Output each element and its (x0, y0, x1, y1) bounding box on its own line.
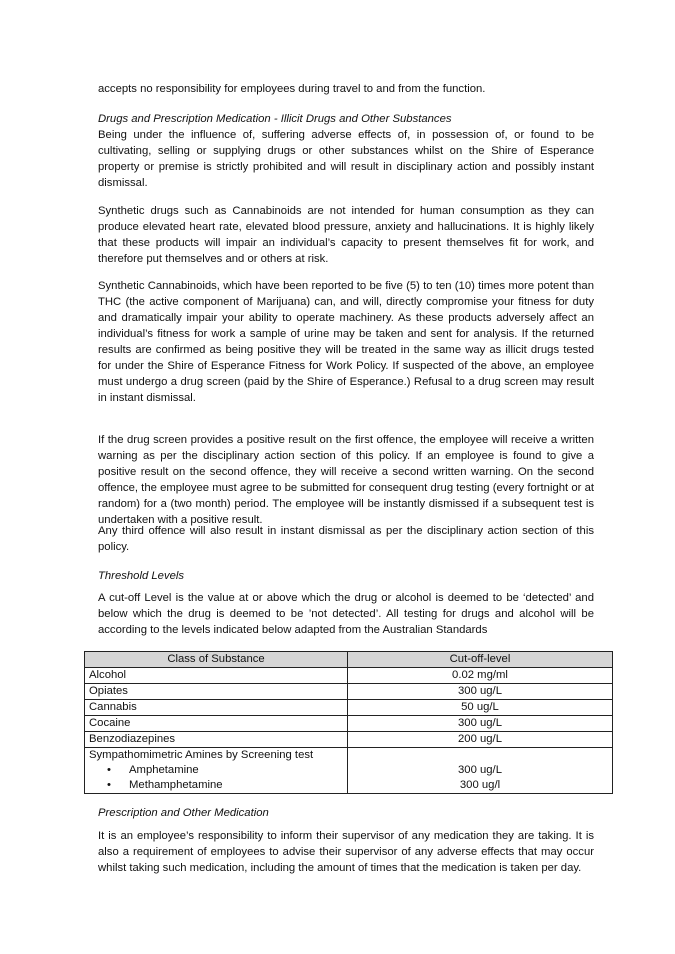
cutoff-value: 300 ug/L (458, 764, 502, 776)
sub-substance: Amphetamine (129, 764, 199, 776)
group-label: Sympathomimetric Amines by Screening test (89, 749, 314, 761)
rx-paragraph: It is an employee’s responsibility to inform their supervisor of any medication they are taking. It is also a requirement of employees to advise their supervisor of any adverse effects that may occur whilst taking such medication, including the amount of times that the medication is taken per day. (98, 830, 594, 874)
bullet-icon: • (107, 779, 111, 791)
table-header-row (85, 652, 613, 668)
sub-substance: Methamphetamine (129, 779, 223, 791)
table-row (85, 732, 613, 748)
drugs-paragraph-2: Synthetic drugs such as Cannabinoids are not intended for human consumption as they can produce elevated heart rate, elevated blood pressure, anxiety and hallucinations. It is highly likely that these products will impair an individual’s capacity to present themselves fit for work, and therefore put themselves and or others at risk. (98, 205, 594, 265)
table-row-group (85, 748, 613, 794)
list-item (89, 763, 343, 778)
substance-cell: Opiates (85, 684, 348, 700)
bullet-icon: • (107, 764, 111, 776)
list-item (89, 778, 343, 793)
intro-text: accepts no responsibility for employees during travel to and from the function. (98, 83, 486, 95)
column-header-cutoff: Cut-off-level (348, 652, 613, 668)
table-row (85, 716, 613, 732)
table-row (85, 700, 613, 716)
drugs-paragraph-4: If the drug screen provides a positive result on the first offence, the employee will receive a written warning as per the disciplinary action section of this policy. If an employee is found to give a positive result on the second offence, they will receive a second written warning. On the second offence, the employee must agree to be submitted for consequent drug testing (every fortnight or at random) for a (two month) period. The employee will be instantly dismissed if a subsequent test is undertaken with a positive result. (98, 434, 594, 526)
drugs-paragraph-5: Any third offence will also result in instant dismissal as per the disciplinary action section of this policy. (98, 525, 594, 553)
cutoff-group-cell (348, 748, 613, 794)
cutoff-levels-table (84, 651, 613, 794)
drugs-heading: Drugs and Prescription Medication - Illicit Drugs and Other Substances (98, 113, 452, 125)
drugs-paragraph-3: Synthetic Cannabinoids, which have been reported to be five (5) to ten (10) times more potent than THC (the active component of Marijuana) can, and will, directly compromise your fitness for duty and dramatically impair your ability to operate machinery. As these products adversely affect an individual’s fitness for work a sample of urine may be taken and sent for analysis. If the returned results are confirmed as being positive they will be treated in the same way as illicit drugs tested for under the Shire of Esperance Fitness for Work Policy. If suspected of the above, an employee must undergo a drug screen (paid by the Shire of Esperance.) Refusal to a drug screen may result in instant dismissal. (98, 280, 594, 404)
table-row (85, 684, 613, 700)
substance-cell: Alcohol (85, 668, 348, 684)
cutoff-cell: 300 ug/L (348, 716, 613, 732)
threshold-heading: Threshold Levels (98, 570, 185, 582)
table-row (85, 668, 613, 684)
cutoff-cell: 300 ug/L (348, 684, 613, 700)
substance-cell: Cannabis (85, 700, 348, 716)
substance-cell: Cocaine (85, 716, 348, 732)
threshold-paragraph: A cut-off Level is the value at or above which the drug or alcohol is deemed to be ‘detected’ and below which the drug is deemed to be ’not detected’. All testing for drugs and alcohol will be according to the levels indicated below adapted from the Australian Standards (98, 592, 594, 636)
cutoff-cell: 200 ug/L (348, 732, 613, 748)
column-header-substance: Class of Substance (85, 652, 348, 668)
rx-heading: Prescription and Other Medication (98, 807, 269, 819)
cutoff-value: 300 ug/l (459, 779, 501, 791)
cutoff-cell: 50 ug/L (348, 700, 613, 716)
cutoff-cell: 0.02 mg/ml (348, 668, 613, 684)
substance-cell: Benzodiazepines (85, 732, 348, 748)
drugs-paragraph-1: Being under the influence of, suffering adverse effects of, in possession of, or found to be cultivating, selling or supplying drugs or other substances whilst on the Shire of Esperance property or premise is strictly prohibited and will result in disciplinary action and possibly instant dismissal. (98, 129, 594, 189)
substance-group-cell (85, 748, 348, 794)
